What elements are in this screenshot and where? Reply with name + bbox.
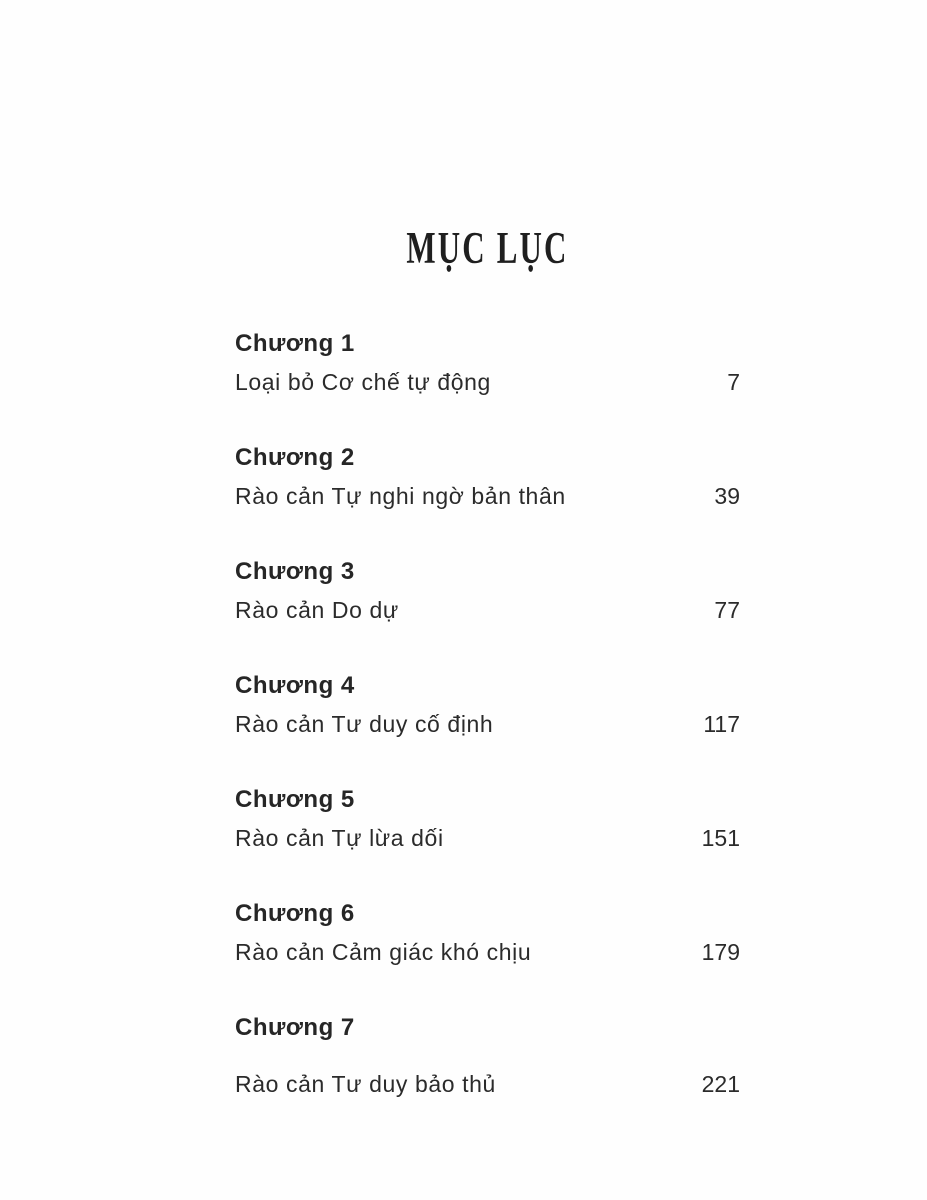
entry-row [235, 709, 740, 739]
chapter-title: Rào cản Tư duy cố định [235, 711, 494, 737]
chapter-title: Loại bỏ Cơ chế tự động [235, 369, 491, 395]
page-title: MỤC LỤC [406, 223, 569, 274]
chapter-label: Chương 4 [235, 672, 355, 699]
chapter-title: Rào cản Tự nghi ngờ bản thân [235, 483, 566, 509]
entry-row [235, 1069, 740, 1099]
toc-entry [235, 785, 740, 853]
chapter-page-number: 39 [714, 483, 740, 509]
toc-entry [235, 671, 740, 739]
chapter-label: Chương 3 [235, 558, 355, 585]
toc-entry [235, 899, 740, 967]
chapter-page-number: 179 [701, 939, 740, 965]
toc-entry [235, 1013, 740, 1099]
entry-row [235, 481, 740, 511]
chapter-label: Chương 1 [235, 330, 355, 357]
chapter-title: Rào cản Do dự [235, 597, 399, 623]
chapter-label: Chương 5 [235, 786, 355, 813]
chapter-label: Chương 2 [235, 444, 355, 471]
chapter-page-number: 7 [727, 369, 740, 395]
chapter-title: Rào cản Cảm giác khó chịu [235, 939, 532, 965]
entry-row [235, 595, 740, 625]
toc-entry [235, 557, 740, 625]
chapter-title: Rào cản Tư duy bảo thủ [235, 1071, 496, 1097]
toc-entry [235, 443, 740, 511]
toc-entry [235, 329, 740, 397]
chapter-label: Chương 6 [235, 900, 355, 927]
chapter-page-number: 221 [701, 1071, 740, 1097]
chapter-page-number: 77 [714, 597, 740, 623]
toc-column [235, 223, 740, 1099]
chapter-title: Rào cản Tự lừa dối [235, 825, 444, 851]
chapter-page-number: 151 [701, 825, 740, 851]
chapter-page-number: 117 [703, 711, 740, 737]
entry-row [235, 823, 740, 853]
entry-row [235, 937, 740, 967]
chapter-label: Chương 7 [235, 1014, 355, 1041]
entry-row [235, 367, 740, 397]
